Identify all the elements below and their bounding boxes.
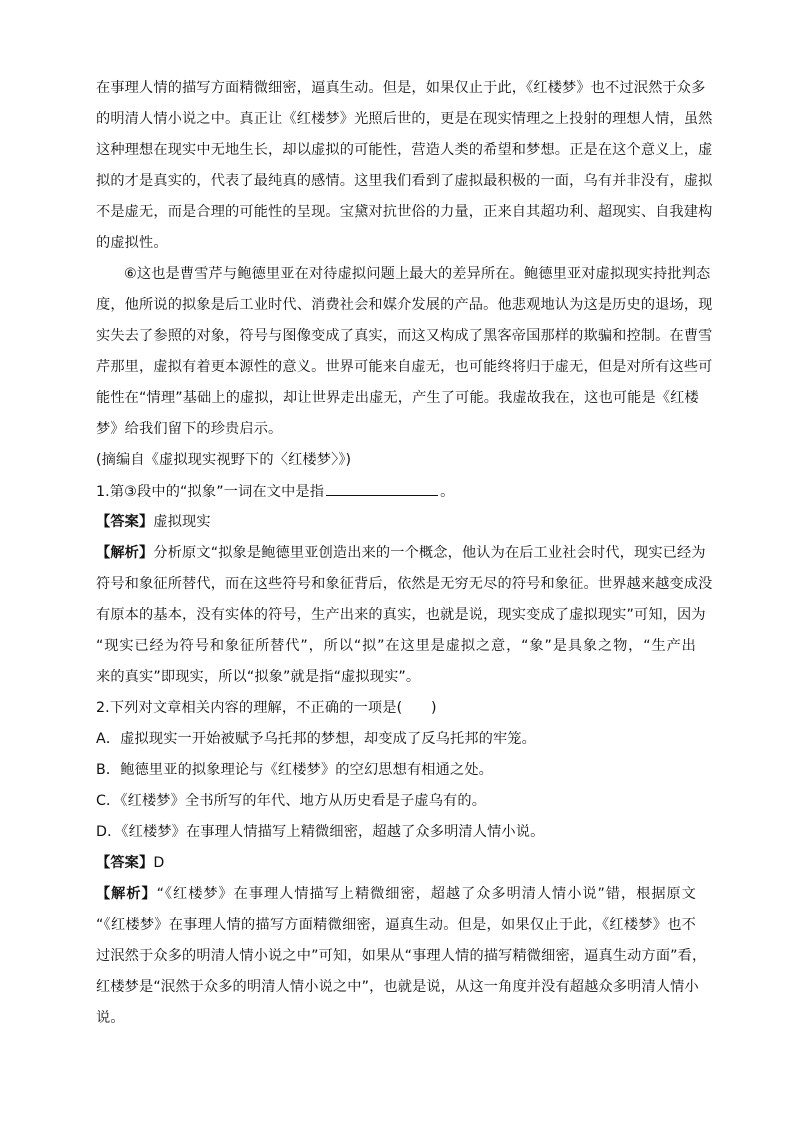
answer-blank [326, 481, 438, 496]
analysis-label: 【解析】 [96, 886, 157, 902]
question-1-stem-end: 。 [440, 484, 455, 500]
analysis-line: “《红楼梦》在事理人情的描写方面精微细密，逼真生动。但是，如果仅止于此，《红楼梦》也不 [96, 917, 696, 933]
analysis-line: 来的真实”即现实，所以“拟象”就是指“虚拟现实”。 [96, 669, 421, 685]
question-1-answer [96, 512, 696, 532]
question-1-stem [96, 481, 696, 502]
passage-line: 拟的才是真实的，代表了最纯真的感情。这里我们看到了虚拟最积极的一面，乌有并非没有，虚拟 [96, 173, 713, 189]
passage-line: 的虚拟性。 [96, 235, 168, 251]
passage-line: 度，他所说的拟象是后工业时代、消费社会和媒介发展的产品。他悲观地认为这是历史的退场，现 [96, 297, 713, 313]
question-2-stem: 2.下列对文章相关内容的理解，不正确的一项是( ) [96, 700, 437, 716]
question-2-answer [96, 853, 696, 873]
answer-label: 【答案】 [96, 514, 154, 530]
analysis-line: 有原本的基本，没有实体的符号，生产出来的真实，也就是说，现实变成了虚拟现实”可知，因为 [96, 607, 706, 623]
question-2-analysis [96, 884, 696, 904]
question-1-stem-text: 1.第③段中的“拟象”一词在文中是指 [96, 484, 325, 500]
analysis-line: “《红楼梦》在事理人情描写上精微细密，超越了众多明清人情小说”错，根据原文 [156, 886, 697, 902]
question-2-option-b: B．鲍德里亚的拟象理论与《红楼梦》的空幻思想有相通之处。 [96, 762, 493, 778]
passage-line: 这种理想在现实中无地生长，却以虚拟的可能性，营造人类的希望和梦想。正是在这个意义上，虚 [96, 142, 713, 158]
passage-line: 在事理人情的描写方面精微细密，逼真生动。但是，如果仅止于此，《红楼梦》也不过泯然于众多 [96, 80, 706, 96]
question-1-analysis [96, 543, 706, 563]
analysis-line: 说。 [96, 1010, 125, 1026]
analysis-line: 符号和象征所替代，而在这些符号和象征背后，依然是无穷无尽的符号和象征。世界越来越变成没 [96, 576, 713, 592]
analysis-label: 【解析】 [96, 545, 154, 561]
answer-text: 虚拟现实 [153, 514, 211, 530]
question-2-option-d: D．《红楼梦》在事理人情描写上精微细密，超越了众多明清人情小说。 [96, 824, 545, 840]
passage-line: 梦》给我们留下的珍贵启示。 [96, 421, 283, 437]
passage-line: 实失去了参照的对象，符号与图像变成了真实，而这又构成了黑客帝国那样的欺骗和控制。在曹雪 [96, 328, 713, 344]
passage-line: 不是虚无，而是合理的可能性的呈现。宝黛对抗世俗的力量，正来自其超功利、超现实、自我建构 [96, 204, 713, 220]
passage-source: (摘编自《虚拟现实视野下的〈红楼梦〉》) [96, 452, 352, 468]
analysis-line: 分析原文“拟象是鲍德里亚创造出来的一个概念，他认为在后工业社会时代，现实已经为 [153, 545, 706, 561]
answer-text: D [153, 855, 165, 871]
passage-line: 能性在“情理”基础上的虚拟，却让世界走出虚无，产生了可能。我虚故我在，这也可能是《红楼 [96, 390, 699, 406]
analysis-line: 红楼梦是“泯然于众多的明清人情小说之中”，也就是说，从这一角度并没有超越众多明清人情小 [96, 979, 699, 995]
question-2-option-c: C．《红楼梦》全书所写的年代、地方从历史看是子虚乌有的。 [96, 793, 487, 809]
passage-line: ⑥这也是曹雪芹与鲍德里亚在对待虚拟问题上最大的差异所在。鲍德里亚对虚拟现实持批判态 [124, 266, 711, 282]
analysis-line: “现实已经为符号和象征所替代”，所以“拟”在这里是虚拟之意，“象”是具象之物，“生产出 [96, 638, 696, 654]
question-2-option-a: A．虚拟现实一开始被赋予乌托邦的梦想，却变成了反乌托邦的牢笼。 [96, 731, 536, 747]
passage-line: 芹那里，虚拟有着更本源性的意义。世界可能来自虚无，也可能终将归于虚无，但是对所有这些可 [96, 359, 713, 375]
passage-line: 的明清人情小说之中。真正让《红楼梦》光照后世的，更是在现实情理之上投射的理想人情，虽然 [96, 111, 713, 127]
analysis-line: 过泯然于众多的明清人情小说之中”可知，如果从“事理人情的描写精微细密，逼真生动方面”看， [96, 948, 707, 964]
answer-label: 【答案】 [96, 855, 154, 871]
